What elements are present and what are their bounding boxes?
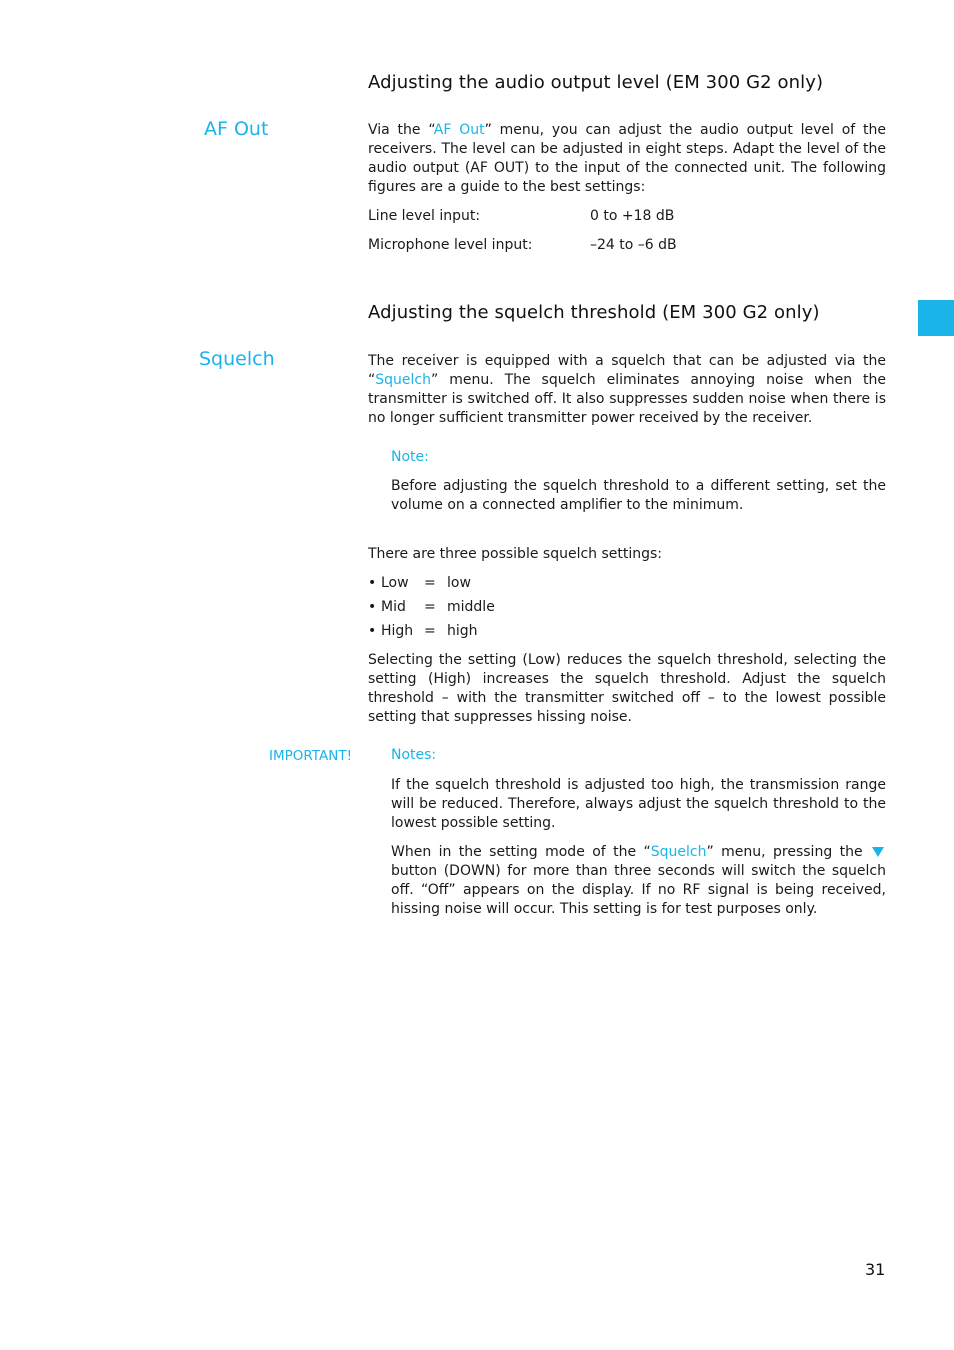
settings-intro: There are three possible squelch settings: <box>368 546 663 562</box>
level-label: Microphone level input: <box>368 237 533 253</box>
important-label: IMPORTANT! <box>269 748 352 764</box>
bullet: • <box>368 575 377 591</box>
equals-sign: = <box>424 599 436 615</box>
squelch-menu-link: Squelch <box>650 844 707 860</box>
equals-sign: = <box>424 575 436 591</box>
selecting-paragraph: Selecting the setting (Low) reduces the squelch threshold, selecting the setting (High) increases the squelch threshold. Adjust the squelch threshold – with the transmitter switched off – to the lowest possible setting that suppresses hissing noise. <box>368 652 886 725</box>
setting-meaning: middle <box>447 599 495 615</box>
list-item <box>368 574 668 593</box>
notes-p2-mid: ” menu, pressing the <box>706 844 870 860</box>
page-number: 31 <box>865 1260 886 1279</box>
squelch-paragraph <box>368 352 886 428</box>
notes-p2-pre: When in the setting mode of the “ <box>391 844 651 860</box>
notes-paragraph-1: If the squelch threshold is adjusted too high, the transmission range will be reduced. Therefore, always adjust the squelch threshold to the lowest possible setting. <box>391 777 886 831</box>
notes-p2-post: button (DOWN) for more than three seconds will switch the squelch off. “Off” appears on the display. If no RF signal is being received, hissing noise will occur. This setting is for test purposes only. <box>391 863 886 917</box>
bullet: • <box>368 623 377 639</box>
notes-paragraph-2 <box>391 843 886 919</box>
note-label: Note: <box>391 449 429 465</box>
setting-meaning: high <box>447 623 478 639</box>
setting-name: High <box>381 623 414 639</box>
af-out-menu-link: AF Out <box>433 122 485 138</box>
heading-audio-output-level: Adjusting the audio output level (EM 300 G2 only) <box>368 72 824 93</box>
squelch-paragraph-pre: The receiver is equipped with a squelch that can be adjusted via the “ <box>368 353 886 388</box>
list-item <box>368 622 668 641</box>
level-value: 0 to +18 dB <box>590 208 675 224</box>
note-text: Before adjusting the squelch threshold to a different setting, set the volume on a connected amplifier to the minimum. <box>391 478 886 513</box>
squelch-menu-link: Squelch <box>375 372 431 388</box>
af-out-paragraph-pre: Via the “ <box>368 122 434 138</box>
down-arrow-icon <box>872 847 884 857</box>
list-item <box>368 598 668 617</box>
setting-meaning: low <box>447 575 471 591</box>
af-out-paragraph-post: ” menu, you can adjust the audio output level of the receivers. The level can be adjusted in eight steps. Adapt the level of the audio output (AF OUT) to the input of the connected unit. The following figures are a guide to the best settings: <box>368 122 886 195</box>
bullet: • <box>368 599 377 615</box>
af-out-paragraph <box>368 121 886 197</box>
chapter-tab-marker <box>918 300 954 336</box>
level-value: –24 to –6 dB <box>590 237 677 253</box>
side-label-squelch: Squelch <box>199 348 275 370</box>
equals-sign: = <box>424 623 436 639</box>
heading-squelch-threshold: Adjusting the squelch threshold (EM 300 G2 only) <box>368 302 820 323</box>
squelch-paragraph-post: ” menu. The squelch eliminates annoying noise when the transmitter is switched off. It also suppresses sudden noise when there is no longer sufficient transmitter power received by the receiver. <box>368 372 886 426</box>
notes-label: Notes: <box>391 747 437 763</box>
setting-name: Mid <box>381 599 406 615</box>
setting-name: Low <box>381 575 409 591</box>
side-label-af-out: AF Out <box>204 118 269 140</box>
level-label: Line level input: <box>368 208 481 224</box>
